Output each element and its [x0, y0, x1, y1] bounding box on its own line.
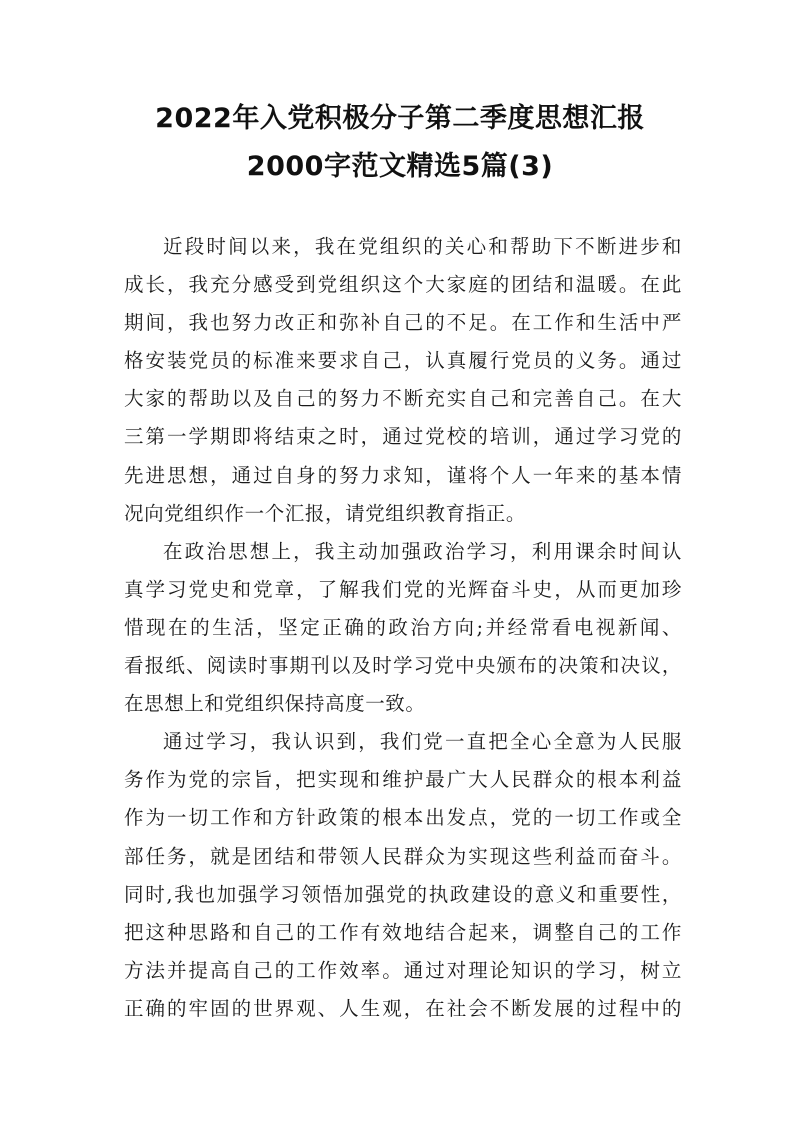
paragraph-1-line: 先进思想，通过自身的努力求知，谨将个人一年来的基本情 — [124, 463, 682, 487]
paragraph-2-line: 惜现在的生活，坚定正确的政治方向;并经常看电视新闻、 — [124, 615, 682, 639]
paragraph-3-line: 作为一切工作和方针政策的根本出发点，党的一切工作或全 — [124, 806, 682, 830]
paragraph-3-line: 方法并提高自己的工作效率。通过对理论知识的学习，树立 — [124, 958, 682, 982]
paragraph-2-line: 真学习党史和党章，了解我们党的光辉奋斗史，从而更加珍 — [124, 577, 682, 601]
paragraph-2-line: 看报纸、阅读时事期刊以及时学习党中央颁布的决策和决议， — [124, 654, 682, 678]
paragraph-1-line: 大家的帮助以及自己的努力不断充实自己和完善自己。在大 — [124, 387, 682, 411]
paragraph-1-line: 况向党组织作一个汇报，请党组织教育指正。 — [124, 501, 527, 525]
paragraph-2-line: 在政治思想上，我主动加强政治学习，利用课余时间认 — [163, 539, 682, 563]
paragraph-3-line: 正确的牢固的世界观、人生观，在社会不断发展的过程中的 — [124, 996, 682, 1020]
document-title-line-2: 2000字范文精选5篇(3) — [246, 151, 554, 182]
paragraph-3-line: 把这种思路和自己的工作有效地结合起来，调整自己的工作 — [124, 920, 682, 944]
paragraph-3-line: 同时,我也加强学习领悟加强党的执政建设的意义和重要性， — [124, 882, 682, 906]
document-title-line-1: 2022年入党积极分子第二季度思想汇报 — [155, 103, 645, 134]
paragraph-1-line: 期间，我也努力改正和弥补自己的不足。在工作和生活中严 — [124, 311, 682, 335]
paragraph-1-line: 近段时间以来，我在党组织的关心和帮助下不断进步和 — [163, 235, 682, 258]
paragraph-1-line: 三第一学期即将结束之时，通过党校的培训，通过学习党的 — [124, 425, 682, 449]
paragraph-3-line: 通过学习，我认识到，我们党一直把全心全意为人民服 — [163, 730, 682, 754]
paragraph-3-line: 务作为党的宗旨，把实现和维护最广大人民群众的根本利益 — [124, 768, 682, 792]
paragraph-1-line: 格安装党员的标准来要求自己，认真履行党员的义务。通过 — [124, 349, 682, 373]
paragraph-1-line: 成长，我充分感受到党组织这个大家庭的团结和温暖。在此 — [124, 273, 682, 297]
paragraph-3-line: 部任务，就是团结和带领人民群众为实现这些利益而奋斗。 — [124, 844, 682, 868]
paragraph-2-line: 在思想上和党组织保持高度一致。 — [124, 692, 426, 716]
document-body — [124, 228, 682, 1028]
